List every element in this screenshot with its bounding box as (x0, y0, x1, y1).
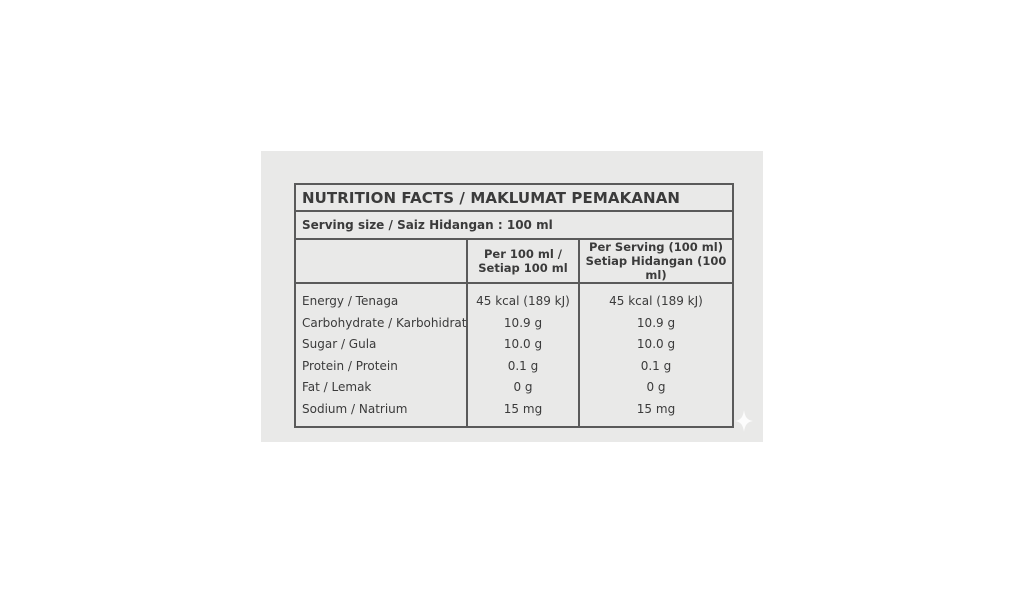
nutrient-names-cell (295, 283, 467, 427)
table-title: NUTRITION FACTS / MAKLUMAT PEMAKANAN (295, 184, 733, 211)
nutrient-values-row (295, 283, 733, 427)
per-serving-values-cell (579, 283, 733, 427)
per-serving-header (579, 239, 733, 283)
per-serving-value: 45 kcal (189 kJ) (609, 294, 703, 308)
per-100ml-values-cell (467, 283, 579, 427)
column-header-row (295, 239, 733, 283)
per-serving-header-line1: Per Serving (100 ml) (589, 240, 723, 254)
nutrient-name: Sodium / Natrium (302, 401, 408, 416)
per-100ml-value: 0.1 g (507, 358, 539, 373)
serving-size-text: Serving size / Saiz Hidangan : 100 ml (295, 211, 733, 239)
per-100ml-header-line2: Setiap 100 ml (478, 261, 568, 275)
nutrition-facts-table (294, 183, 734, 428)
nutrient-name: Carbohydrate / Karbohidrat (302, 315, 467, 330)
serving-size-row (295, 211, 733, 239)
per-serving-value: 0 g (646, 380, 666, 395)
empty-header-cell (295, 239, 467, 283)
per-100ml-header (467, 239, 579, 283)
sparkle-icon (734, 409, 754, 433)
nutrient-name: Energy / Tenaga (302, 294, 399, 308)
per-100ml-header-line1: Per 100 ml / (483, 247, 563, 261)
per-serving-value: 10.9 g (636, 315, 676, 330)
per-serving-value: 0.1 g (640, 358, 672, 373)
per-serving-value: 10.0 g (636, 337, 676, 352)
per-100ml-value: 10.9 g (503, 315, 543, 330)
per-100ml-value: 0 g (513, 380, 533, 395)
nutrient-list (296, 291, 466, 421)
per-serving-value-list (580, 291, 732, 421)
nutrient-name: Fat / Lemak (302, 380, 372, 395)
per-serving-value: 15 mg (636, 401, 676, 416)
title-row (295, 184, 733, 211)
per-100ml-value-list (468, 291, 578, 421)
per-100ml-value: 10.0 g (503, 337, 543, 352)
nutrient-name: Sugar / Gula (302, 337, 377, 352)
per-serving-header-line2: Setiap Hidangan (100 ml) (585, 254, 727, 282)
per-100ml-value: 15 mg (503, 401, 543, 416)
nutrition-label-card (261, 151, 763, 442)
nutrient-name: Protein / Protein (302, 358, 398, 373)
per-100ml-value: 45 kcal (189 kJ) (476, 294, 570, 308)
